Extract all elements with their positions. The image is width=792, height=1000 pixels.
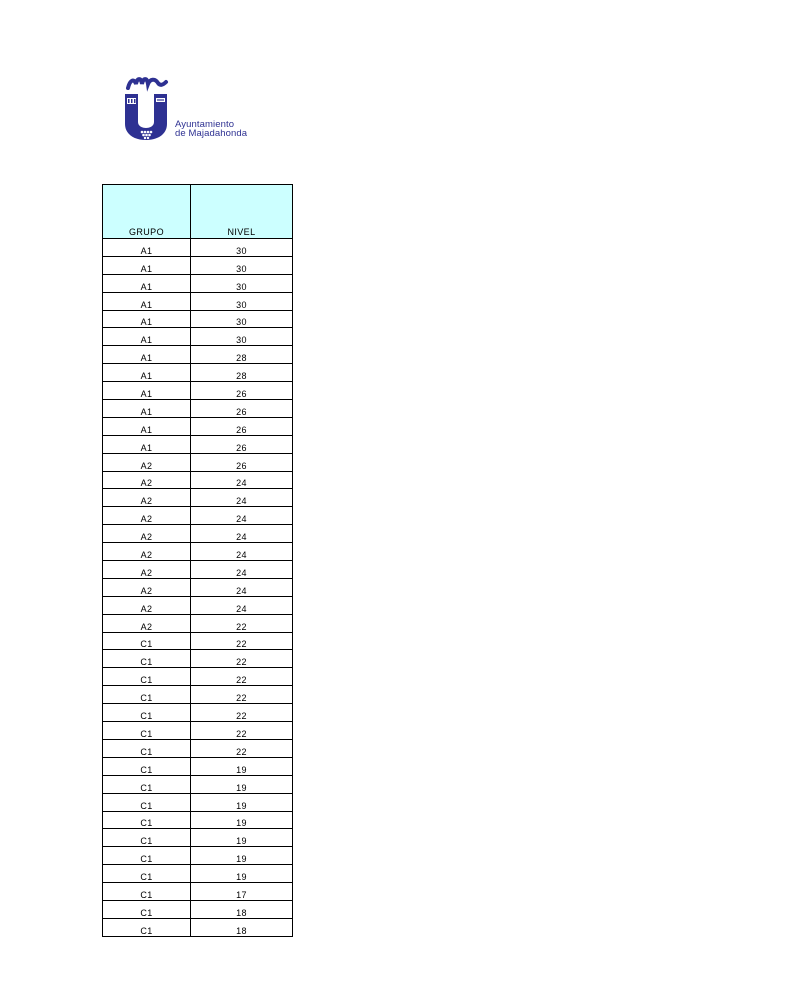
cell-grupo: C1 [103,829,191,847]
table-row [103,793,293,811]
cell-grupo: A1 [103,435,191,453]
cell-grupo: C1 [103,918,191,936]
cell-nivel: 24 [191,596,293,614]
cell-nivel: 19 [191,829,293,847]
cell-nivel: 19 [191,847,293,865]
table-row [103,543,293,561]
cell-grupo: C1 [103,704,191,722]
table-row [103,632,293,650]
cell-nivel: 17 [191,883,293,901]
cell-nivel: 22 [191,650,293,668]
cell-grupo: C1 [103,650,191,668]
cell-nivel: 30 [191,239,293,257]
cell-grupo: C1 [103,883,191,901]
logo [122,74,272,144]
cell-nivel: 18 [191,900,293,918]
cell-grupo: C1 [103,775,191,793]
cell-grupo: A1 [103,417,191,435]
cell-nivel: 22 [191,739,293,757]
cell-nivel: 28 [191,364,293,382]
cell-grupo: A2 [103,453,191,471]
cell-grupo: A2 [103,543,191,561]
cell-nivel: 22 [191,668,293,686]
table-row [103,865,293,883]
cell-nivel: 22 [191,722,293,740]
cell-grupo: A1 [103,328,191,346]
cell-nivel: 24 [191,489,293,507]
table-row [103,274,293,292]
table-row [103,739,293,757]
table-row [103,507,293,525]
cell-nivel: 24 [191,471,293,489]
cell-grupo: A1 [103,292,191,310]
table-row [103,310,293,328]
cell-nivel: 26 [191,382,293,400]
cell-grupo: A2 [103,489,191,507]
cell-nivel: 19 [191,793,293,811]
cell-grupo: A1 [103,364,191,382]
header-grupo: GRUPO [103,185,191,239]
cell-nivel: 24 [191,561,293,579]
cell-nivel: 26 [191,400,293,418]
table-row [103,650,293,668]
table-row [103,811,293,829]
table-row [103,614,293,632]
header-nivel: NIVEL [191,185,293,239]
table-row [103,525,293,543]
table-row [103,686,293,704]
cell-nivel: 26 [191,435,293,453]
logo-text [175,120,247,138]
table-row [103,364,293,382]
table-row [103,417,293,435]
table-row [103,883,293,901]
logo-line-2: de Majadahonda [175,128,248,139]
data-table [102,184,293,937]
cell-nivel: 19 [191,865,293,883]
cell-grupo: A2 [103,578,191,596]
cell-grupo: C1 [103,847,191,865]
cell-nivel: 22 [191,686,293,704]
cell-nivel: 22 [191,632,293,650]
cell-grupo: C1 [103,865,191,883]
cell-grupo: C1 [103,900,191,918]
table-row [103,239,293,257]
table-row [103,328,293,346]
cell-grupo: C1 [103,632,191,650]
table-row [103,829,293,847]
cell-grupo: C1 [103,722,191,740]
cell-grupo: A1 [103,256,191,274]
table-row [103,900,293,918]
cell-grupo: A1 [103,274,191,292]
cell-grupo: C1 [103,757,191,775]
cell-nivel: 30 [191,328,293,346]
table-row [103,704,293,722]
cell-nivel: 24 [191,578,293,596]
cell-nivel: 24 [191,525,293,543]
cell-nivel: 19 [191,757,293,775]
table-row [103,596,293,614]
majadahonda-coat-of-arms-icon [122,74,172,142]
table-row [103,918,293,936]
cell-grupo: C1 [103,793,191,811]
cell-grupo: A2 [103,525,191,543]
cell-grupo: C1 [103,739,191,757]
cell-grupo: C1 [103,686,191,704]
cell-nivel: 30 [191,274,293,292]
cell-nivel: 24 [191,543,293,561]
table-row [103,400,293,418]
cell-grupo: A1 [103,382,191,400]
cell-nivel: 30 [191,292,293,310]
table-row [103,775,293,793]
cell-grupo: A2 [103,471,191,489]
table-row [103,453,293,471]
table-row [103,489,293,507]
cell-grupo: C1 [103,811,191,829]
cell-grupo: A1 [103,400,191,418]
table-row [103,847,293,865]
cell-grupo: A2 [103,561,191,579]
cell-grupo: A1 [103,346,191,364]
cell-grupo: A1 [103,310,191,328]
cell-grupo: A2 [103,596,191,614]
cell-grupo: A1 [103,239,191,257]
table-row [103,578,293,596]
cell-nivel: 19 [191,775,293,793]
table-row [103,668,293,686]
cell-nivel: 30 [191,256,293,274]
cell-nivel: 22 [191,704,293,722]
table-row [103,561,293,579]
table-row [103,722,293,740]
cell-nivel: 26 [191,453,293,471]
cell-grupo: A2 [103,507,191,525]
cell-grupo: C1 [103,668,191,686]
cell-nivel: 22 [191,614,293,632]
cell-nivel: 26 [191,417,293,435]
cell-nivel: 28 [191,346,293,364]
table-row [103,346,293,364]
table-row [103,757,293,775]
cell-nivel: 30 [191,310,293,328]
header-row [103,185,293,239]
table-row [103,292,293,310]
cell-grupo: A2 [103,614,191,632]
table-row [103,382,293,400]
logo-line-1: Ayuntamiento [175,119,235,130]
table-row [103,435,293,453]
table-row [103,256,293,274]
table-row [103,471,293,489]
cell-nivel: 19 [191,811,293,829]
cell-nivel: 18 [191,918,293,936]
cell-nivel: 24 [191,507,293,525]
